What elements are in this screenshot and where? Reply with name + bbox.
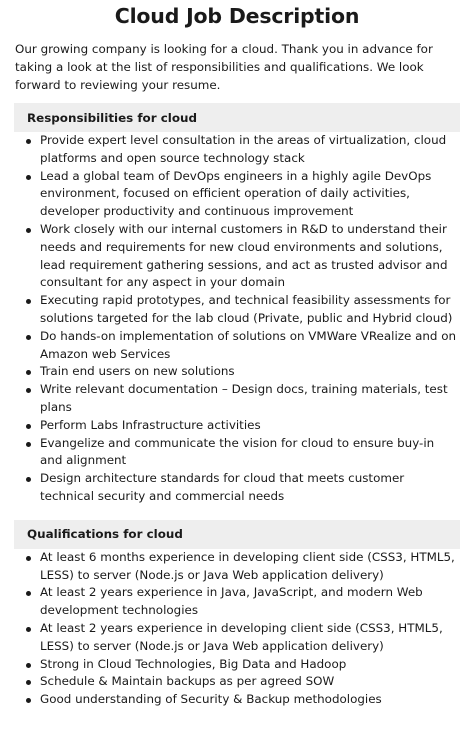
list-item-text: Train end users on new solutions xyxy=(40,364,235,379)
bullet-icon xyxy=(26,663,31,668)
list-item-text: At least 2 years experience in developing client side (CSS3, HTML5, LESS) to server (Node.js or Java Web application delivery) xyxy=(40,620,443,653)
responsibilities-header xyxy=(14,103,460,132)
list-item xyxy=(14,584,460,620)
bullet-icon xyxy=(26,335,31,340)
list-item-text: At least 2 years experience in Java, JavaScript, and modern Web development technologies xyxy=(40,585,423,618)
list-item-text: Design architecture standards for cloud that meets customer technical security and commercial needs xyxy=(40,471,405,503)
bullet-icon xyxy=(26,139,31,144)
bullet-icon xyxy=(26,370,31,375)
bullet-icon xyxy=(26,175,31,180)
qualifications-heading: Qualifications for cloud xyxy=(27,527,183,542)
page-title: Cloud Job Description xyxy=(114,4,360,28)
list-item xyxy=(14,656,460,674)
list-item-text: Evangelize and communicate the vision for cloud to ensure buy-in and alignment xyxy=(40,435,435,468)
qualifications-list xyxy=(14,549,460,709)
list-item xyxy=(14,221,460,292)
list-item xyxy=(14,328,460,364)
list-item-text: At least 6 months experience in developing client side (CSS3, HTML5, LESS) to server (Node.js or Java Web application delivery) xyxy=(40,549,455,582)
list-item-text: Executing rapid prototypes, and technical feasibility assessments for solutions targeted for the lab cloud (Private, public and Hybrid cloud) xyxy=(40,293,453,325)
bullet-icon xyxy=(26,424,31,429)
list-item xyxy=(14,549,460,585)
list-item-text: Perform Labs Infrastructure activities xyxy=(40,417,261,432)
bullet-icon xyxy=(26,228,31,233)
list-item xyxy=(14,381,460,417)
list-item xyxy=(14,168,460,221)
list-item xyxy=(14,691,460,709)
list-item-text: Work closely with our internal customers in R&D to understand their needs and requirements for new cloud environments and solutions, lead requirement gathering sessions, and act as trusted advisor and consultant for any aspect in your domain xyxy=(40,221,448,290)
responsibilities-heading: Responsibilities for cloud xyxy=(27,110,197,125)
intro-paragraph: Our growing company is looking for a cloud. Thank you in advance for taking a look at the list of responsibilities and qualifications. We look forward to reviewing your resume. xyxy=(15,42,433,92)
list-item xyxy=(14,470,460,506)
list-item-text: Write relevant documentation – Design docs, training materials, test plans xyxy=(40,382,448,414)
list-item xyxy=(14,435,460,471)
list-item-text: Provide expert level consultation in the areas of virtualization, cloud platforms and open source technology stack xyxy=(40,133,447,165)
bullet-icon xyxy=(26,388,31,393)
responsibilities-list xyxy=(14,132,460,506)
bullet-icon xyxy=(26,698,31,703)
bullet-icon xyxy=(26,477,31,482)
list-item-text: Schedule & Maintain backups as per agreed SOW xyxy=(40,674,335,689)
qualifications-header xyxy=(14,520,460,549)
list-item xyxy=(14,292,460,328)
list-item xyxy=(14,363,460,381)
list-item-text: Strong in Cloud Technologies, Big Data and Hadoop xyxy=(40,656,347,671)
list-item xyxy=(14,417,460,435)
list-item-text: Good understanding of Security & Backup methodologies xyxy=(40,692,382,707)
list-item xyxy=(14,620,460,656)
bullet-icon xyxy=(26,556,31,561)
bullet-icon xyxy=(26,299,31,304)
list-item-text: Lead a global team of DevOps engineers in a highly agile DevOps environment, focused on efficient operation of daily activities, developer productivity and continuous improvement xyxy=(40,168,432,219)
bullet-icon xyxy=(26,591,31,596)
list-item xyxy=(14,673,460,691)
bullet-icon xyxy=(26,442,31,447)
bullet-icon xyxy=(26,680,31,685)
bullet-icon xyxy=(26,627,31,632)
list-item xyxy=(14,132,460,168)
list-item-text: Do hands-on implementation of solutions on VMWare VRealize and on Amazon web Services xyxy=(40,328,457,361)
